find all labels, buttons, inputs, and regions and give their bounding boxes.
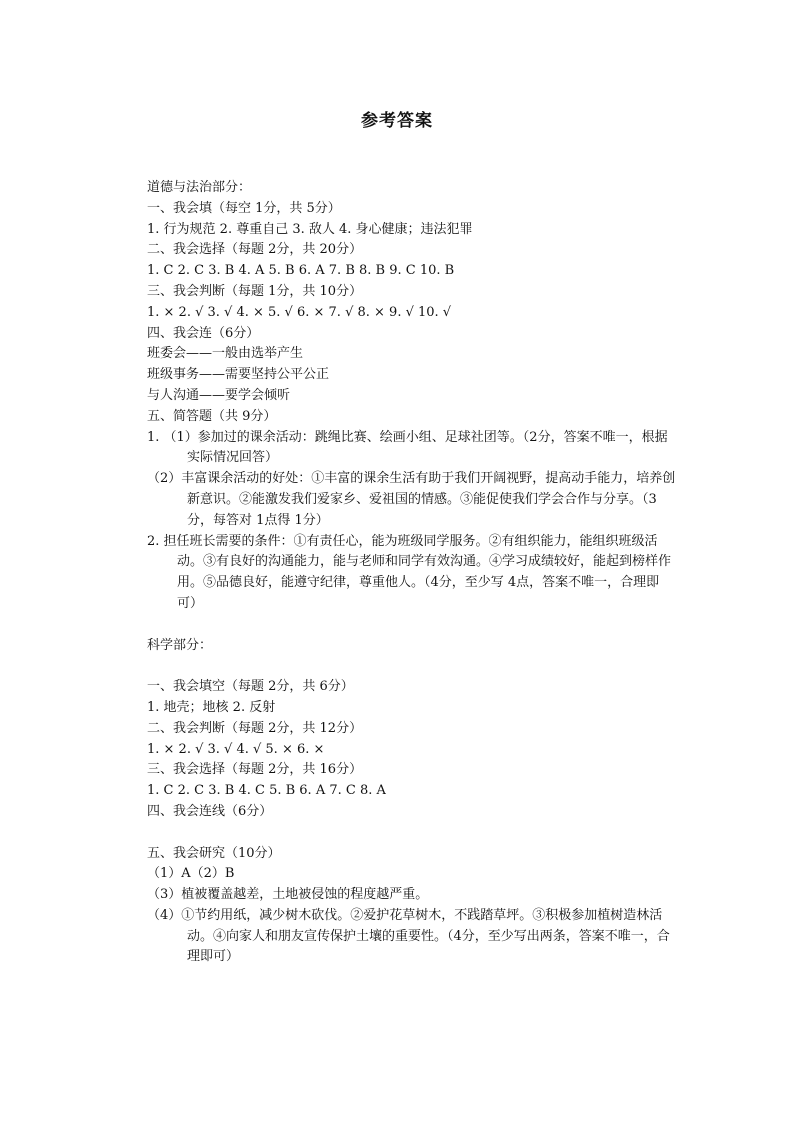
moral-match-2: 班级事务——需要坚持公平公正 xyxy=(147,367,330,383)
science-choice-answers: 1. C 2. C 3. B 4. C 5. B 6. A 7. C 8. A xyxy=(147,783,386,799)
moral-section-heading: 道德与法治部分： xyxy=(147,180,252,195)
moral-short-1-2: （2）丰富课余活动的好处：①丰富的课余生活有助于我们开阔视野，提高动手能力，培养创新意识。②能激发我们爱家乡、爱祖国的情感。③能促使我们学会合作与分享。（3分，每答对 1点得 1分） xyxy=(147,471,676,528)
moral-choice-header: 二、我会选择（每题 2分，共 20分） xyxy=(147,242,363,258)
science-fill-answers: 1. 地壳；地核 2. 反射 xyxy=(147,699,276,715)
answer-content xyxy=(147,178,677,968)
moral-short-2: 2. 担任班长需要的条件：①有责任心，能为班级同学服务。②有组织能力，能组织班级活动。③有良好的沟通能力，能与老师和同学有效沟通。④学习成绩较好，能起到榜样作用。⑤品德良好，能遵守纪律，尊重他人。（4分，至少写 4点，答案不唯一，合理即可） xyxy=(147,533,672,611)
moral-short-1-1: 1. （1）参加过的课余活动：跳绳比赛、绘画小组、足球社团等。（2分，答案不唯一，根据实际情况回答） xyxy=(147,429,668,466)
section-gap xyxy=(147,615,677,636)
moral-match-1: 班委会——一般由选举产生 xyxy=(147,346,304,362)
moral-fill-header: 一、我会填（每空 1分，共 5分） xyxy=(147,200,341,216)
science-research-4: （4）①节约用纸，减少树木砍伐。②爱护花草树木，不践踏草坪。③积极参加植树造林活动。④向家人和朋友宣传保护土壤的重要性。（4分，至少写出两条，答案不唯一，合理即可） xyxy=(147,907,670,965)
science-research-1: （1）A（2）B xyxy=(147,866,235,882)
page-title: 参考答案 xyxy=(361,111,433,131)
science-judge-answers: 1. × 2. √ 3. √ 4. √ 5. × 6. × xyxy=(147,741,325,757)
science-fill-header: 一、我会填空（每题 2分，共 6分） xyxy=(147,679,354,695)
moral-match-3: 与人沟通——要学会倾听 xyxy=(147,387,291,403)
science-match-header: 四、我会连线（6分） xyxy=(147,803,273,819)
moral-judge-header: 三、我会判断（每题 1分，共 10分） xyxy=(147,283,363,299)
science-choice-header: 三、我会选择（每题 2分，共 16分） xyxy=(147,762,363,778)
section-gap xyxy=(147,823,677,844)
moral-match-header: 四、我会连（6分） xyxy=(147,325,260,341)
moral-short-header: 五、简答题（共 9分） xyxy=(147,408,277,424)
moral-fill-answers: 1. 行为规范 2. 尊重自己 3. 敌人 4. 身心健康；违法犯罪 xyxy=(147,221,473,237)
science-judge-header: 二、我会判断（每题 2分，共 12分） xyxy=(147,720,363,736)
moral-choice-answers: 1. C 2. C 3. B 4. A 5. B 6. A 7. B 8. B 9. C 10. B xyxy=(147,263,455,279)
science-research-3: （3）植被覆盖越差，土地被侵蚀的程度越严重。 xyxy=(147,887,429,903)
moral-judge-answers: 1. × 2. √ 3. √ 4. × 5. √ 6. × 7. √ 8. × 9. √ 10. √ xyxy=(147,304,452,320)
science-research-header: 五、我会研究（10分） xyxy=(147,845,281,861)
section-gap xyxy=(147,656,677,677)
science-section-heading: 科学部分： xyxy=(147,637,213,653)
